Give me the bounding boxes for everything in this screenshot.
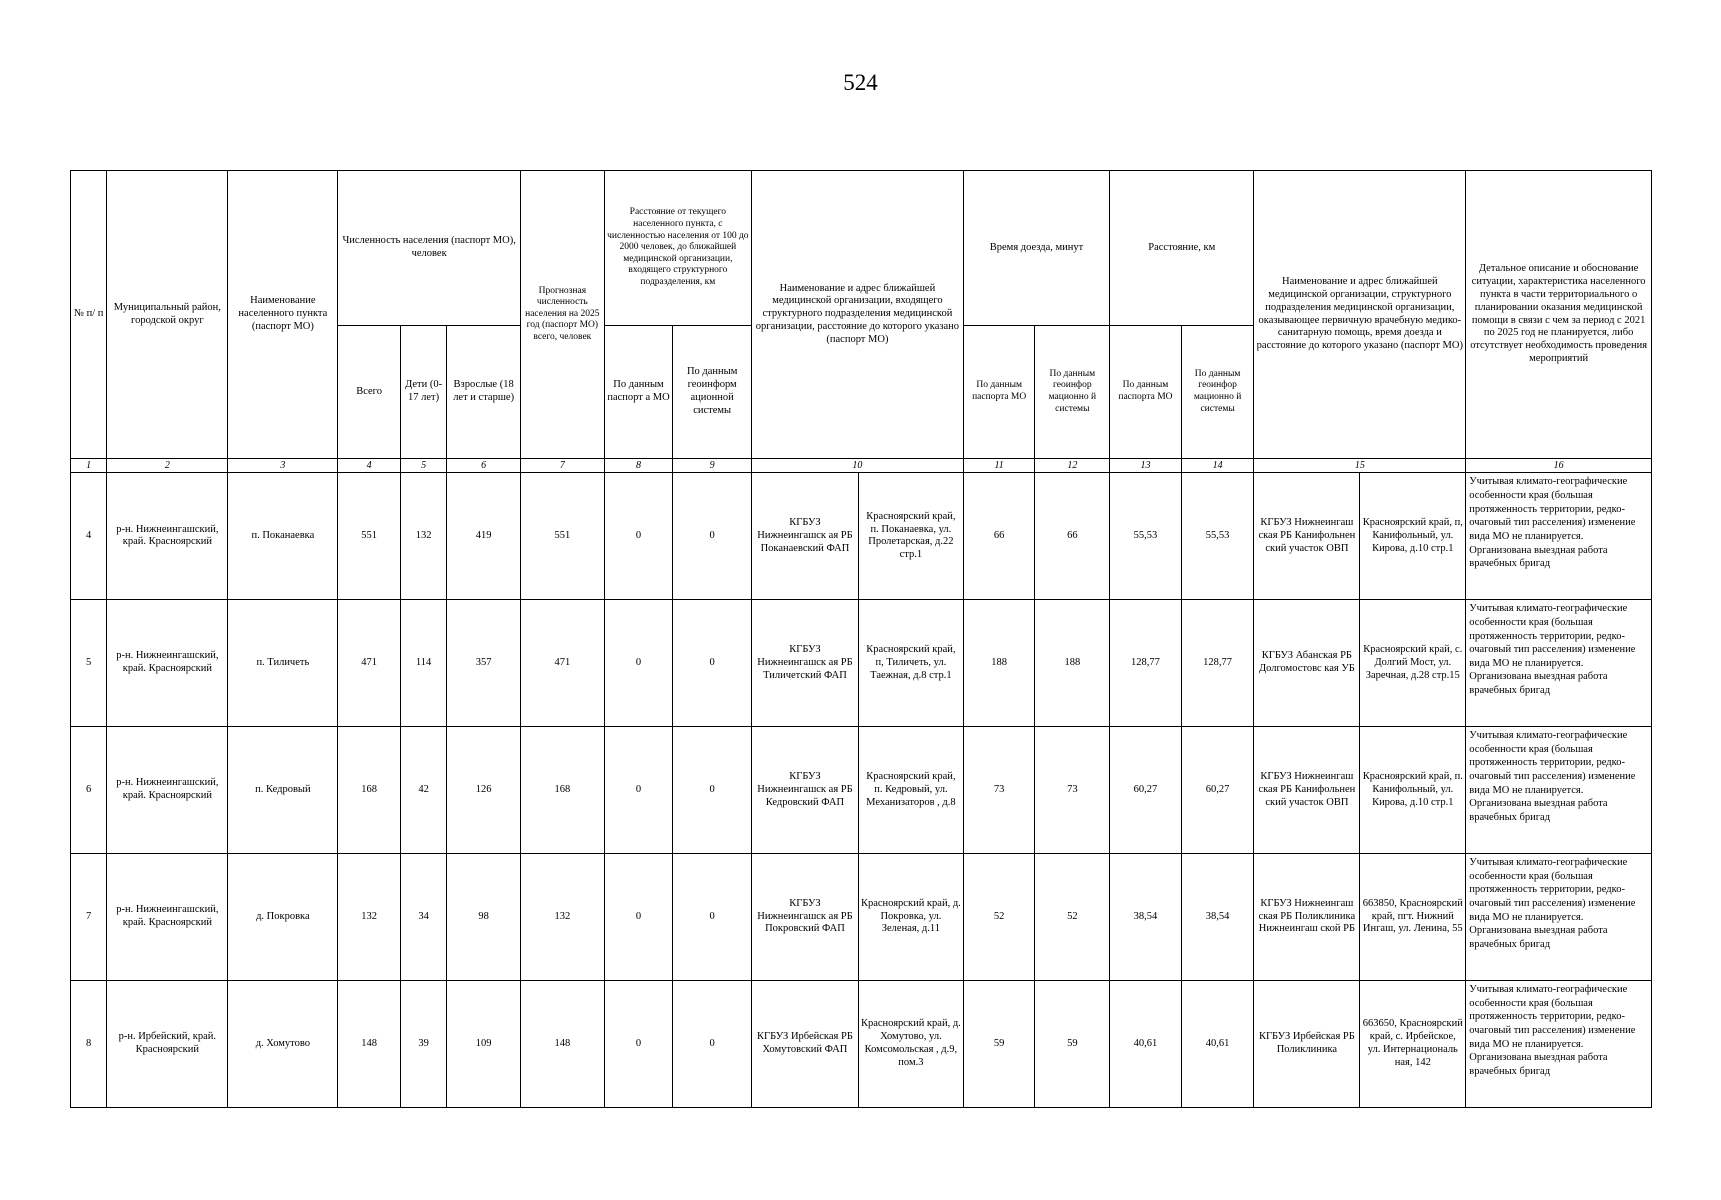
cell-dist-passport: 0 xyxy=(604,473,673,600)
cell-district: р-н. Нижнеингашский, край. Красноярский xyxy=(107,727,228,854)
cell-dist-geo: 0 xyxy=(673,727,752,854)
header-travel-by-passport: По данным паспорта МО xyxy=(963,326,1035,459)
table-row xyxy=(71,854,1652,981)
column-number: 3 xyxy=(228,459,338,473)
cell-total: 168 xyxy=(338,727,401,854)
cell-dist-passport: 0 xyxy=(604,854,673,981)
cell-dist-passport: 0 xyxy=(604,727,673,854)
cell-total: 132 xyxy=(338,854,401,981)
column-number: 14 xyxy=(1181,459,1254,473)
cell-adults: 109 xyxy=(447,981,521,1108)
cell-km-geo: 40,61 xyxy=(1181,981,1254,1108)
cell-time-passport: 66 xyxy=(963,473,1035,600)
header-distance-group: Расстояние, км xyxy=(1110,171,1254,326)
cell-district: р-н. Нижнеингашский, край. Красноярский xyxy=(107,854,228,981)
cell-time-passport: 59 xyxy=(963,981,1035,1108)
table-row xyxy=(71,727,1652,854)
cell-description: Учитывая климато-географические особенности края (большая протяженность территории, редко-очаговый тип расселения) изменение вида МО не планируется. Организована выездная работа врачебных бригад xyxy=(1466,981,1652,1108)
header-dist-by-passport: По данным паспорта МО xyxy=(1110,326,1182,459)
cell-forecast: 132 xyxy=(520,854,604,981)
cell-primary-address: 663850, Красноярский край, пгт. Нижний Ингаш, ул. Ленина, 55 xyxy=(1360,854,1466,981)
cell-children: 34 xyxy=(400,854,446,981)
header-description: Детальное описание и обоснование ситуации, характеристика населенного пункта в части территориального о планировании оказания медицинской помощи в связи с чем за период с 2021 по 2025 год не планируется, либо отсутствует необходимость проведения мероприятий xyxy=(1466,171,1652,459)
cell-description: Учитывая климато-географические особенности края (большая протяженность территории, редко-очаговый тип расселения) изменение вида МО не планируется. Организована выездная работа врачебных бригад xyxy=(1466,727,1652,854)
column-number: 8 xyxy=(604,459,673,473)
cell-primary-name: КГБУЗ Ирбейская РБ Поликлиника xyxy=(1254,981,1360,1108)
cell-time-passport: 73 xyxy=(963,727,1035,854)
column-number: 5 xyxy=(400,459,446,473)
page-number: 524 xyxy=(843,70,878,95)
cell-description: Учитывая климато-географические особенности края (большая протяженность территории, редко-очаговый тип расселения) изменение вида МО не планируется. Организована выездная работа врачебных бригад xyxy=(1466,600,1652,727)
cell-forecast: 168 xyxy=(520,727,604,854)
header-num: № п/ п xyxy=(71,171,107,459)
header-distance-small-group: Расстояние от текущего населенного пункта, с численностью населения от 100 до 2000 человек, до ближайшей медицинской организации, входящего структурного подразделения, км xyxy=(604,171,751,326)
header-forecast: Прогнозная численность населения на 2025 год (паспорт МО) всего, человек xyxy=(520,171,604,459)
cell-settlement: д. Хомутово xyxy=(228,981,338,1108)
cell-n: 4 xyxy=(71,473,107,600)
cell-primary-name: КГБУЗ Нижнеингаш ская РБ Канифольнен ский участок ОВП xyxy=(1254,727,1360,854)
header-total: Всего xyxy=(338,326,401,459)
header-nearest-org: Наименование и адрес ближайшей медицинской организации, входящего структурного подразделения медицинской организации, расстояние до которого указано (паспорт МО) xyxy=(751,171,963,459)
column-number: 15 xyxy=(1254,459,1466,473)
cell-org-name: КГБУЗ Нижнеингашск ая РБ Тиличетский ФАП xyxy=(751,600,858,727)
cell-time-geo: 66 xyxy=(1035,473,1110,600)
column-number: 10 xyxy=(751,459,963,473)
cell-children: 42 xyxy=(400,727,446,854)
header-dist-by-geo: По данным геоинфор мационно й системы xyxy=(1181,326,1254,459)
cell-children: 114 xyxy=(400,600,446,727)
cell-children: 132 xyxy=(400,473,446,600)
cell-adults: 126 xyxy=(447,727,521,854)
cell-primary-name: КГБУЗ Нижнеингаш ская РБ Поликлиника Нижнеингаш ской РБ xyxy=(1254,854,1360,981)
column-number: 13 xyxy=(1110,459,1182,473)
cell-primary-address: Красноярский край, п, Канифольный, ул. Кирова, д.10 стр.1 xyxy=(1360,473,1466,600)
cell-time-geo: 59 xyxy=(1035,981,1110,1108)
cell-km-geo: 128,77 xyxy=(1181,600,1254,727)
cell-time-geo: 188 xyxy=(1035,600,1110,727)
cell-time-geo: 52 xyxy=(1035,854,1110,981)
cell-org-address: Красноярский край, п. Кедровый, ул. Механизаторов , д.8 xyxy=(858,727,963,854)
column-number: 1 xyxy=(71,459,107,473)
cell-description: Учитывая климато-географические особенности края (большая протяженность территории, редко-очаговый тип расселения) изменение вида МО не планируется. Организована выездная работа врачебных бригад xyxy=(1466,854,1652,981)
cell-n: 8 xyxy=(71,981,107,1108)
cell-org-address: Красноярский край, п. Поканаевка, ул. Пролетарская, д.22 стр.1 xyxy=(858,473,963,600)
cell-time-passport: 52 xyxy=(963,854,1035,981)
cell-adults: 419 xyxy=(447,473,521,600)
cell-total: 471 xyxy=(338,600,401,727)
cell-dist-passport: 0 xyxy=(604,600,673,727)
cell-adults: 357 xyxy=(447,600,521,727)
cell-total: 148 xyxy=(338,981,401,1108)
table-row xyxy=(71,473,1652,600)
header-travel-time-group: Время доезда, минут xyxy=(963,171,1109,326)
cell-primary-address: Красноярский край, с. Долгий Мост, ул. Заречная, д.28 стр.15 xyxy=(1360,600,1466,727)
column-number: 2 xyxy=(107,459,228,473)
cell-km-geo: 38,54 xyxy=(1181,854,1254,981)
header-nearest-primary: Наименование и адрес ближайшей медицинской организации, структурного подразделения медицинской организации, оказывающее первичную врачебную медико-санитарную помощь, время доезда и расстояние до которого указано (паспорт МО) xyxy=(1254,171,1466,459)
cell-dist-geo: 0 xyxy=(673,854,752,981)
header-settlement: Наименование населенного пункта (паспорт МО) xyxy=(228,171,338,459)
medical-organizations-table xyxy=(70,170,1652,1108)
cell-adults: 98 xyxy=(447,854,521,981)
cell-settlement: п. Поканаевка xyxy=(228,473,338,600)
column-number: 4 xyxy=(338,459,401,473)
cell-children: 39 xyxy=(400,981,446,1108)
cell-km-passport: 60,27 xyxy=(1110,727,1182,854)
header-by-passport: По данным паспорт а МО xyxy=(604,326,673,459)
cell-km-passport: 55,53 xyxy=(1110,473,1182,600)
header-children: Дети (0-17 лет) xyxy=(400,326,446,459)
column-number: 12 xyxy=(1035,459,1110,473)
cell-district: р-н. Ирбейский, край. Красноярский xyxy=(107,981,228,1108)
header-adults: Взрослые (18 лет и старше) xyxy=(447,326,521,459)
cell-settlement: п. Тиличеть xyxy=(228,600,338,727)
column-number: 16 xyxy=(1466,459,1652,473)
column-number: 9 xyxy=(673,459,752,473)
cell-km-geo: 60,27 xyxy=(1181,727,1254,854)
cell-forecast: 551 xyxy=(520,473,604,600)
cell-time-passport: 188 xyxy=(963,600,1035,727)
cell-forecast: 148 xyxy=(520,981,604,1108)
cell-km-geo: 55,53 xyxy=(1181,473,1254,600)
cell-org-address: Красноярский край, д. Хомутово, ул. Комсомольская , д.9, пом.3 xyxy=(858,981,963,1108)
column-number: 6 xyxy=(447,459,521,473)
table-row xyxy=(71,981,1652,1108)
cell-km-passport: 40,61 xyxy=(1110,981,1182,1108)
cell-km-passport: 128,77 xyxy=(1110,600,1182,727)
cell-dist-geo: 0 xyxy=(673,600,752,727)
cell-org-name: КГБУЗ Ирбейская РБ Хомутовский ФАП xyxy=(751,981,858,1108)
header-district: Муниципальный район, городской округ xyxy=(107,171,228,459)
cell-forecast: 471 xyxy=(520,600,604,727)
cell-dist-geo: 0 xyxy=(673,981,752,1108)
table-row xyxy=(71,600,1652,727)
cell-description: Учитывая климато-географические особенности края (большая протяженность территории, редко-очаговый тип расселения) изменение вида МО не планируется. Организована выездная работа врачебных бригад xyxy=(1466,473,1652,600)
column-numbers-row xyxy=(71,459,1652,473)
column-number: 7 xyxy=(520,459,604,473)
cell-settlement: д. Покровка xyxy=(228,854,338,981)
cell-org-name: КГБУЗ Нижнеингашск ая РБ Покровский ФАП xyxy=(751,854,858,981)
cell-org-address: Красноярский край, п, Тиличеть, ул. Таежная, д.8 стр.1 xyxy=(858,600,963,727)
cell-primary-address: 663650, Красноярский край, с. Ирбейское, ул. Интернациональ ная, 142 xyxy=(1360,981,1466,1108)
cell-total: 551 xyxy=(338,473,401,600)
cell-dist-geo: 0 xyxy=(673,473,752,600)
cell-primary-address: Красноярский край, п. Канифольный, ул. Кирова, д.10 стр.1 xyxy=(1360,727,1466,854)
cell-km-passport: 38,54 xyxy=(1110,854,1182,981)
column-number: 11 xyxy=(963,459,1035,473)
cell-org-name: КГБУЗ Нижнеингашск ая РБ Поканаевский ФАП xyxy=(751,473,858,600)
cell-settlement: п. Кедровый xyxy=(228,727,338,854)
cell-district: р-н. Нижнеингашский, край. Красноярский xyxy=(107,600,228,727)
cell-primary-name: КГБУЗ Нижнеингаш ская РБ Канифольнен ский участок ОВП xyxy=(1254,473,1360,600)
cell-time-geo: 73 xyxy=(1035,727,1110,854)
cell-org-address: Красноярский край, д. Покровка, ул. Зеленая, д.11 xyxy=(858,854,963,981)
header-travel-by-geo: По данным геоинфор мационно й системы xyxy=(1035,326,1110,459)
cell-district: р-н. Нижнеингашский, край. Красноярский xyxy=(107,473,228,600)
header-by-geo: По данным геоинформ ационной системы xyxy=(673,326,752,459)
cell-primary-name: КГБУЗ Абанская РБ Долгомостовс кая УБ xyxy=(1254,600,1360,727)
cell-dist-passport: 0 xyxy=(604,981,673,1108)
cell-org-name: КГБУЗ Нижнеингашск ая РБ Кедровский ФАП xyxy=(751,727,858,854)
cell-n: 5 xyxy=(71,600,107,727)
header-population-group: Численность населения (паспорт МО), человек xyxy=(338,171,521,326)
cell-n: 6 xyxy=(71,727,107,854)
cell-n: 7 xyxy=(71,854,107,981)
